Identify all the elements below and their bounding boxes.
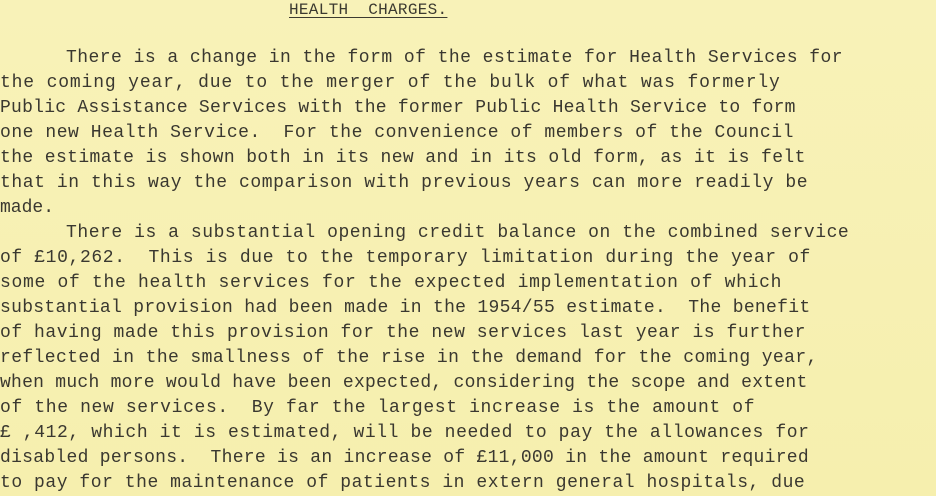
- text-line: of £10,262. This is due to the temporary limitation during the year of: [0, 248, 811, 268]
- text-line: some of the health services for the expected implementation of which: [0, 273, 783, 293]
- text-line: reflected in the smallness of the rise in the demand for the coming year,: [0, 348, 818, 368]
- text-line: when much more would have been expected, considering the scope and extent: [0, 373, 808, 393]
- text-line: There is a substantial opening credit balance on the combined service: [66, 223, 850, 243]
- text-line: the coming year, due to the merger of the bulk of what was formerly: [0, 73, 781, 93]
- text-line: £ ,412, which it is estimated, will be needed to pay the allowances for: [0, 423, 810, 443]
- text-line: Public Assistance Services with the former Public Health Service to form: [0, 98, 796, 118]
- text-line: substantial provision had been made in the 1954/55 estimate. The benefit: [0, 298, 811, 318]
- text-line: There is a change in the form of the estimate for Health Services for: [66, 48, 844, 68]
- text-line: disabled persons. There is an increase of £11,000 in the amount required: [0, 448, 809, 468]
- document-title: HEALTH CHARGES.: [289, 1, 448, 19]
- text-line: the estimate is shown both in its new and in its old form, as it is felt: [0, 148, 806, 168]
- text-line: of the new services. By far the largest increase is the amount of: [0, 398, 756, 418]
- text-line: to pay for the maintenance of patients in extern general hospitals, due: [0, 473, 806, 493]
- text-line: one new Health Service. For the convenience of members of the Council: [0, 123, 794, 143]
- text-line: made.: [0, 198, 55, 218]
- text-line: of having made this provision for the new services last year is further: [0, 323, 806, 343]
- text-line: that in this way the comparison with previous years can more readily be: [0, 173, 809, 193]
